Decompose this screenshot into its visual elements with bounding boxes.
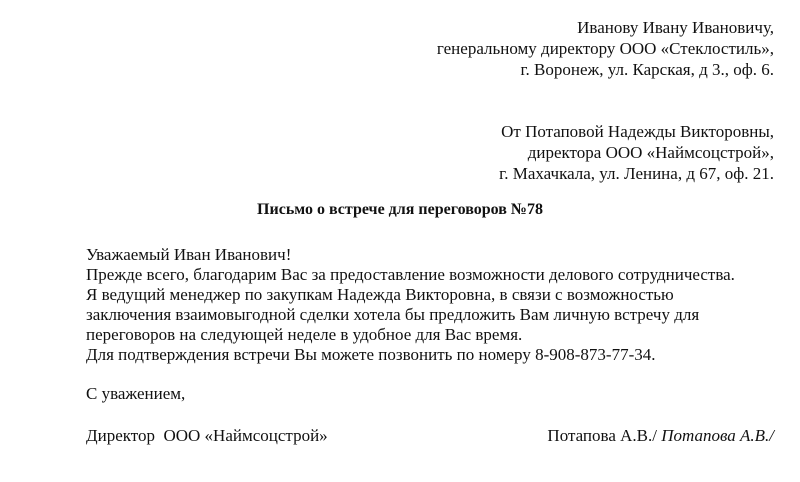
- recipient-name: Иванову Ивану Ивановичу,: [577, 18, 774, 37]
- body-line: переговоров на следующей неделе в удобное для Вас время.: [86, 325, 523, 344]
- greeting: Уважаемый Иван Иванович!: [86, 245, 292, 264]
- recipient-position: генеральному директору ООО «Стеклостиль»,: [436, 39, 774, 58]
- sender-address: г. Махачкала, ул. Ленина, д 67, оф. 21.: [499, 164, 774, 183]
- signature-block: [547, 426, 774, 446]
- letter-body: [86, 245, 786, 365]
- body-line: заключения взаимовыгодной сделки хотела бы предложить Вам личную встречу для: [86, 305, 700, 324]
- sender-block: [499, 121, 774, 184]
- body-line: Я ведущий менеджер по закупкам Надежда Викторовна, в связи с возможностью: [86, 285, 674, 304]
- letter-title: Письмо о встрече для переговоров №78: [257, 201, 543, 218]
- sender-position: директора ООО «Наймсоцстрой»,: [527, 143, 774, 162]
- body-line-phone: Для подтверждения встречи Вы можете позвонить по номеру 8-908-873-77-34.: [86, 345, 656, 364]
- body-line: Прежде всего, благодарим Вас за предоставление возможности делового сотрудничества.: [86, 265, 735, 284]
- sender-name: От Потаповой Надежды Викторовны,: [501, 122, 774, 141]
- recipient-address: г. Воронеж, ул. Карская, д 3., оф. 6.: [520, 60, 774, 79]
- handwritten-signature: Потапова А.В./: [656, 426, 774, 445]
- recipient-block: [437, 17, 774, 80]
- signer-name: Потапова А.В./: [547, 426, 657, 445]
- closing: С уважением,: [86, 384, 186, 403]
- signer-position: Директор ООО «Наймсоцстрой»: [86, 426, 328, 445]
